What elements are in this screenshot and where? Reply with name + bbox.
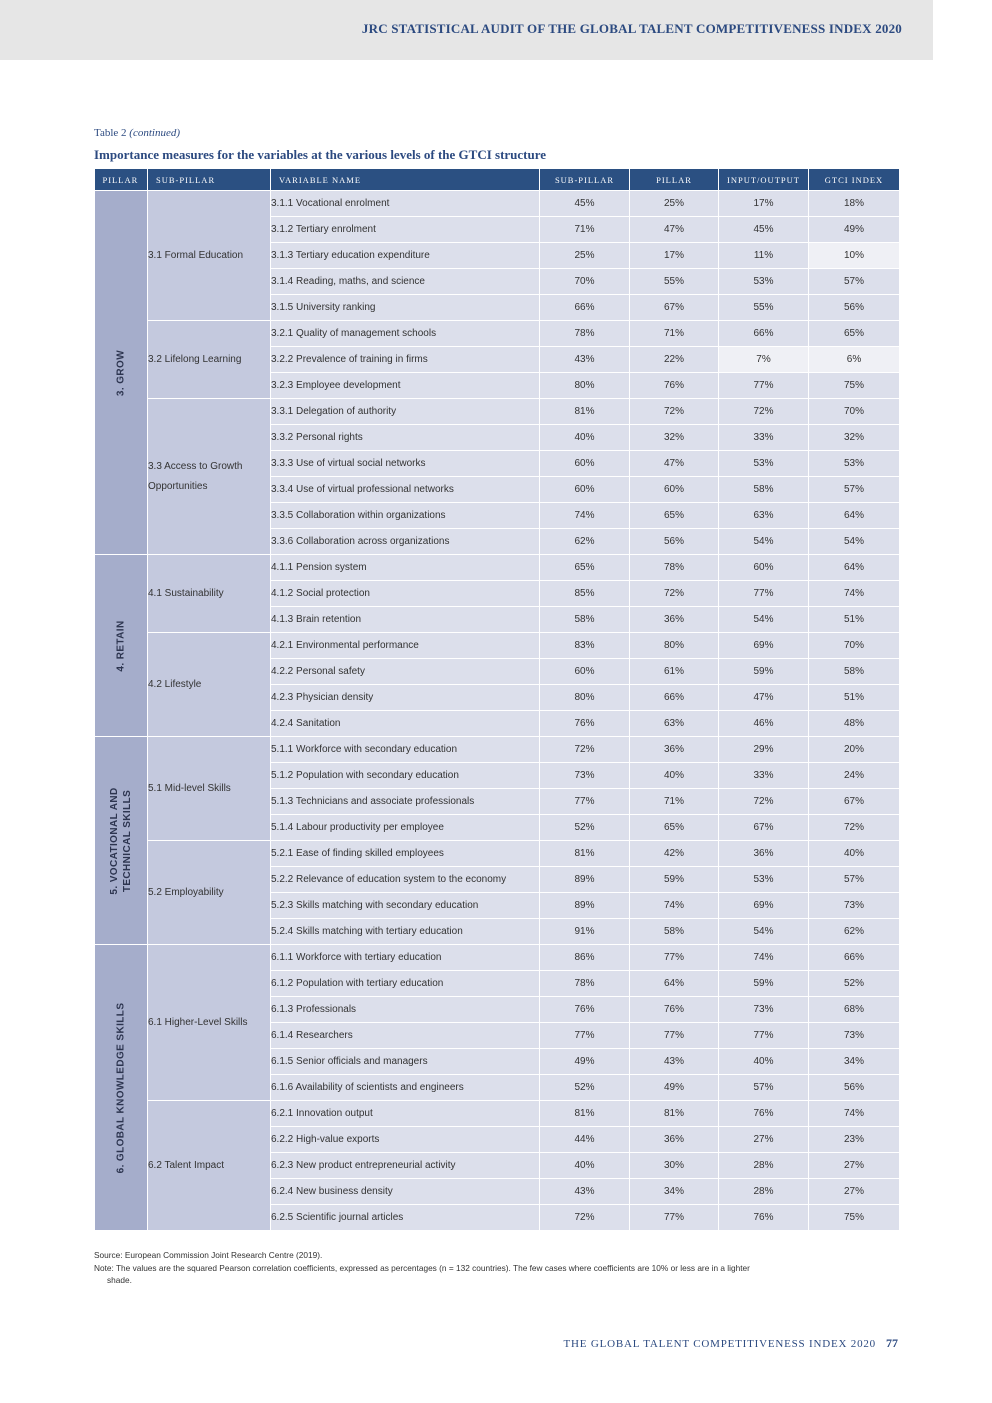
running-header-bar [0, 0, 933, 60]
value-cell: 75% [809, 373, 900, 399]
variable-name-cell: 5.2.2 Relevance of education system to the economy [271, 867, 540, 893]
value-cell: 57% [809, 867, 900, 893]
variable-name-cell: 4.1.3 Brain retention [271, 607, 540, 633]
value-cell: 67% [809, 789, 900, 815]
column-header: VARIABLE NAME [271, 169, 540, 191]
value-cell: 62% [809, 919, 900, 945]
value-cell: 47% [719, 685, 809, 711]
value-cell: 60% [630, 477, 719, 503]
subpillar-cell: 5.2 Employability [148, 841, 271, 945]
value-cell: 56% [630, 529, 719, 555]
variable-name-cell: 5.2.3 Skills matching with secondary education [271, 893, 540, 919]
value-cell: 77% [630, 1205, 719, 1231]
table-row [95, 1101, 900, 1127]
value-cell: 72% [630, 581, 719, 607]
table-row [95, 191, 900, 217]
value-cell: 81% [540, 1101, 630, 1127]
value-cell: 72% [719, 399, 809, 425]
variable-name-cell: 6.2.4 New business density [271, 1179, 540, 1205]
value-cell: 68% [809, 997, 900, 1023]
value-cell: 36% [630, 737, 719, 763]
variable-name-cell: 3.3.5 Collaboration within organizations [271, 503, 540, 529]
value-cell: 64% [630, 971, 719, 997]
pillar-label: 3. GROW [115, 349, 127, 396]
value-cell: 23% [809, 1127, 900, 1153]
subpillar-cell: 6.1 Higher-Level Skills [148, 945, 271, 1101]
value-cell: 32% [630, 425, 719, 451]
column-header: SUB-PILLAR [148, 169, 271, 191]
value-cell: 24% [809, 763, 900, 789]
pillar-label-line: TECHNICAL SKILLS [122, 789, 133, 892]
value-cell: 74% [809, 1101, 900, 1127]
value-cell: 57% [719, 1075, 809, 1101]
value-cell: 73% [719, 997, 809, 1023]
value-cell: 91% [540, 919, 630, 945]
value-cell: 40% [540, 425, 630, 451]
page-number: 77 [886, 1336, 898, 1350]
value-cell: 43% [630, 1049, 719, 1075]
value-cell: 76% [719, 1205, 809, 1231]
value-cell: 77% [719, 1023, 809, 1049]
pillar-cell [95, 945, 148, 1231]
value-cell: 29% [719, 737, 809, 763]
variable-name-cell: 3.1.3 Tertiary education expenditure [271, 243, 540, 269]
variable-name-cell: 5.1.1 Workforce with secondary education [271, 737, 540, 763]
value-cell: 56% [809, 295, 900, 321]
value-cell: 46% [719, 711, 809, 737]
value-cell: 63% [719, 503, 809, 529]
variable-name-cell: 3.3.3 Use of virtual social networks [271, 451, 540, 477]
variable-name-cell: 3.1.4 Reading, maths, and science [271, 269, 540, 295]
value-cell: 55% [719, 295, 809, 321]
variable-name-cell: 6.2.5 Scientific journal articles [271, 1205, 540, 1231]
value-cell: 57% [809, 477, 900, 503]
value-cell: 77% [719, 373, 809, 399]
variable-name-cell: 4.1.2 Social protection [271, 581, 540, 607]
table-caption [94, 127, 180, 139]
value-cell: 64% [809, 555, 900, 581]
variable-name-cell: 5.2.4 Skills matching with tertiary education [271, 919, 540, 945]
value-cell: 71% [540, 217, 630, 243]
value-cell: 44% [540, 1127, 630, 1153]
value-cell: 48% [809, 711, 900, 737]
value-cell: 43% [540, 1179, 630, 1205]
value-cell: 74% [719, 945, 809, 971]
value-cell: 47% [630, 451, 719, 477]
value-cell: 65% [630, 503, 719, 529]
column-header: GTCI INDEX [809, 169, 900, 191]
variable-name-cell: 4.2.1 Environmental performance [271, 633, 540, 659]
value-cell: 60% [719, 555, 809, 581]
column-header: INPUT/OUTPUT [719, 169, 809, 191]
variable-name-cell: 3.2.1 Quality of management schools [271, 321, 540, 347]
value-cell: 58% [630, 919, 719, 945]
note-line-2: shade. [107, 1275, 132, 1285]
variable-name-cell: 3.3.4 Use of virtual professional networks [271, 477, 540, 503]
value-cell: 66% [719, 321, 809, 347]
value-cell: 70% [809, 633, 900, 659]
value-cell: 65% [809, 321, 900, 347]
value-cell: 34% [809, 1049, 900, 1075]
table-header-row [95, 169, 900, 191]
variable-name-cell: 4.2.4 Sanitation [271, 711, 540, 737]
subpillar-cell: 4.1 Sustainability [148, 555, 271, 633]
value-cell: 34% [630, 1179, 719, 1205]
value-cell: 67% [719, 815, 809, 841]
value-cell: 86% [540, 945, 630, 971]
value-cell: 57% [809, 269, 900, 295]
column-header: PILLAR [95, 169, 148, 191]
table-row [95, 737, 900, 763]
value-cell: 61% [630, 659, 719, 685]
value-cell: 76% [540, 997, 630, 1023]
value-cell: 69% [719, 633, 809, 659]
value-cell: 76% [630, 373, 719, 399]
value-cell: 71% [630, 789, 719, 815]
value-cell: 75% [809, 1205, 900, 1231]
value-cell: 54% [809, 529, 900, 555]
value-cell: 73% [540, 763, 630, 789]
value-cell: 55% [630, 269, 719, 295]
variable-name-cell: 3.3.2 Personal rights [271, 425, 540, 451]
variable-name-cell: 3.3.1 Delegation of authority [271, 399, 540, 425]
variable-name-cell: 3.3.6 Collaboration across organizations [271, 529, 540, 555]
value-cell: 32% [809, 425, 900, 451]
running-header-title: JRC STATISTICAL AUDIT OF THE GLOBAL TALENT COMPETITIVENESS INDEX 2020 [361, 21, 902, 36]
value-cell: 18% [809, 191, 900, 217]
value-cell: 33% [719, 425, 809, 451]
value-cell: 77% [630, 945, 719, 971]
table-row [95, 841, 900, 867]
value-cell: 59% [630, 867, 719, 893]
value-cell: 40% [540, 1153, 630, 1179]
value-cell: 52% [540, 1075, 630, 1101]
value-cell: 43% [540, 347, 630, 373]
value-cell: 45% [540, 191, 630, 217]
value-cell: 58% [809, 659, 900, 685]
value-cell: 81% [540, 841, 630, 867]
value-cell: 11% [719, 243, 809, 269]
pillar-cell [95, 191, 148, 555]
value-cell: 73% [809, 1023, 900, 1049]
value-cell: 89% [540, 893, 630, 919]
value-cell: 66% [809, 945, 900, 971]
table-row [95, 399, 900, 425]
value-cell: 59% [719, 659, 809, 685]
pillar-cell [95, 737, 148, 945]
column-header: SUB-PILLAR [540, 169, 630, 191]
value-cell: 40% [719, 1049, 809, 1075]
value-cell: 52% [809, 971, 900, 997]
value-cell: 65% [630, 815, 719, 841]
value-cell: 22% [630, 347, 719, 373]
value-cell: 17% [719, 191, 809, 217]
value-cell: 77% [719, 581, 809, 607]
value-cell: 64% [809, 503, 900, 529]
value-cell: 49% [630, 1075, 719, 1101]
subpillar-cell: 5.1 Mid-level Skills [148, 737, 271, 841]
value-cell: 80% [540, 685, 630, 711]
variable-name-cell: 6.1.4 Researchers [271, 1023, 540, 1049]
variable-name-cell: 6.1.3 Professionals [271, 997, 540, 1023]
value-cell: 53% [719, 269, 809, 295]
value-cell: 42% [630, 841, 719, 867]
value-cell: 74% [540, 503, 630, 529]
value-cell: 56% [809, 1075, 900, 1101]
subpillar-cell: 3.3 Access to Growth Opportunities [148, 399, 271, 555]
value-cell: 78% [540, 321, 630, 347]
value-cell: 58% [719, 477, 809, 503]
value-cell: 74% [630, 893, 719, 919]
value-cell: 25% [630, 191, 719, 217]
value-cell: 27% [809, 1179, 900, 1205]
value-cell: 66% [630, 685, 719, 711]
table-row [95, 321, 900, 347]
variable-name-cell: 5.1.3 Technicians and associate professionals [271, 789, 540, 815]
pillar-label: 4. RETAIN [115, 619, 127, 672]
value-cell: 36% [719, 841, 809, 867]
table-title: Importance measures for the variables at the various levels of the GTCI structure [94, 147, 547, 162]
value-cell: 66% [540, 295, 630, 321]
importance-table [94, 169, 900, 1231]
value-cell: 51% [809, 685, 900, 711]
value-cell: 78% [540, 971, 630, 997]
value-cell: 80% [630, 633, 719, 659]
variable-name-cell: 6.2.1 Innovation output [271, 1101, 540, 1127]
value-cell: 58% [540, 607, 630, 633]
value-cell: 67% [630, 295, 719, 321]
value-cell: 72% [540, 1205, 630, 1231]
subpillar-cell: 4.2 Lifestyle [148, 633, 271, 737]
value-cell: 53% [809, 451, 900, 477]
subpillar-cell: 3.2 Lifelong Learning [148, 321, 271, 399]
value-cell: 53% [719, 867, 809, 893]
value-cell: 27% [809, 1153, 900, 1179]
page-footer [564, 1336, 898, 1351]
variable-name-cell: 6.2.3 New product entrepreneurial activity [271, 1153, 540, 1179]
value-cell: 81% [540, 399, 630, 425]
value-cell: 76% [630, 997, 719, 1023]
value-cell: 72% [719, 789, 809, 815]
table-body [95, 191, 900, 1231]
value-cell: 65% [540, 555, 630, 581]
value-cell: 17% [630, 243, 719, 269]
value-cell: 53% [719, 451, 809, 477]
value-cell: 83% [540, 633, 630, 659]
value-cell: 28% [719, 1153, 809, 1179]
value-cell: 6% [809, 347, 900, 373]
value-cell: 77% [540, 789, 630, 815]
variable-name-cell: 6.1.5 Senior officials and managers [271, 1049, 540, 1075]
source-note: Source: European Commission Joint Research Centre (2019). [94, 1250, 323, 1260]
value-cell: 72% [540, 737, 630, 763]
value-cell: 45% [719, 217, 809, 243]
value-cell: 30% [630, 1153, 719, 1179]
value-cell: 54% [719, 607, 809, 633]
value-cell: 20% [809, 737, 900, 763]
value-cell: 70% [809, 399, 900, 425]
value-cell: 60% [540, 659, 630, 685]
variable-name-cell: 4.1.1 Pension system [271, 555, 540, 581]
value-cell: 69% [719, 893, 809, 919]
variable-name-cell: 5.1.2 Population with secondary education [271, 763, 540, 789]
value-cell: 54% [719, 529, 809, 555]
value-cell: 77% [630, 1023, 719, 1049]
value-cell: 62% [540, 529, 630, 555]
value-cell: 77% [540, 1023, 630, 1049]
value-cell: 74% [809, 581, 900, 607]
variable-name-cell: 3.2.2 Prevalence of training in firms [271, 347, 540, 373]
value-cell: 73% [809, 893, 900, 919]
table-row [95, 633, 900, 659]
value-cell: 60% [540, 477, 630, 503]
value-cell: 27% [719, 1127, 809, 1153]
variable-name-cell: 6.1.6 Availability of scientists and engineers [271, 1075, 540, 1101]
value-cell: 85% [540, 581, 630, 607]
variable-name-cell: 4.2.3 Physician density [271, 685, 540, 711]
table-note [94, 1262, 884, 1286]
value-cell: 72% [630, 399, 719, 425]
variable-name-cell: 3.2.3 Employee development [271, 373, 540, 399]
value-cell: 80% [540, 373, 630, 399]
footer-title: THE GLOBAL TALENT COMPETITIVENESS INDEX 2020 [563, 1338, 876, 1350]
value-cell: 10% [809, 243, 900, 269]
pillar-label [108, 787, 134, 894]
value-cell: 28% [719, 1179, 809, 1205]
table-row [95, 945, 900, 971]
value-cell: 76% [540, 711, 630, 737]
value-cell: 7% [719, 347, 809, 373]
value-cell: 78% [630, 555, 719, 581]
pillar-label-line: 5. VOCATIONAL AND [109, 786, 120, 895]
value-cell: 36% [630, 607, 719, 633]
value-cell: 63% [630, 711, 719, 737]
value-cell: 76% [719, 1101, 809, 1127]
value-cell: 25% [540, 243, 630, 269]
value-cell: 70% [540, 269, 630, 295]
value-cell: 89% [540, 867, 630, 893]
value-cell: 52% [540, 815, 630, 841]
variable-name-cell: 6.1.1 Workforce with tertiary education [271, 945, 540, 971]
value-cell: 72% [809, 815, 900, 841]
value-cell: 51% [809, 607, 900, 633]
variable-name-cell: 5.1.4 Labour productivity per employee [271, 815, 540, 841]
variable-name-cell: 3.1.1 Vocational enrolment [271, 191, 540, 217]
variable-name-cell: 5.2.1 Ease of finding skilled employees [271, 841, 540, 867]
value-cell: 33% [719, 763, 809, 789]
value-cell: 47% [630, 217, 719, 243]
value-cell: 71% [630, 321, 719, 347]
column-header: PILLAR [630, 169, 719, 191]
value-cell: 49% [540, 1049, 630, 1075]
variable-name-cell: 3.1.5 University ranking [271, 295, 540, 321]
value-cell: 49% [809, 217, 900, 243]
subpillar-cell: 3.1 Formal Education [148, 191, 271, 321]
subpillar-cell: 6.2 Talent Impact [148, 1101, 271, 1231]
pillar-label: 6. GLOBAL KNOWLEDGE SKILLS [115, 1002, 127, 1173]
table-label-suffix: (continued) [129, 127, 180, 139]
note-line-1: Note: The values are the squared Pearson correlation coefficients, expressed as percentages (n = 132 countries). The few cases where coefficients are 10% or less are in a lighter [94, 1263, 750, 1273]
variable-name-cell: 6.1.2 Population with tertiary education [271, 971, 540, 997]
table-row [95, 555, 900, 581]
value-cell: 40% [809, 841, 900, 867]
variable-name-cell: 4.2.2 Personal safety [271, 659, 540, 685]
value-cell: 60% [540, 451, 630, 477]
table-label: Table 2 [94, 127, 127, 139]
value-cell: 36% [630, 1127, 719, 1153]
value-cell: 59% [719, 971, 809, 997]
value-cell: 40% [630, 763, 719, 789]
variable-name-cell: 3.1.2 Tertiary enrolment [271, 217, 540, 243]
pillar-cell [95, 555, 148, 737]
variable-name-cell: 6.2.2 High-value exports [271, 1127, 540, 1153]
value-cell: 54% [719, 919, 809, 945]
value-cell: 81% [630, 1101, 719, 1127]
